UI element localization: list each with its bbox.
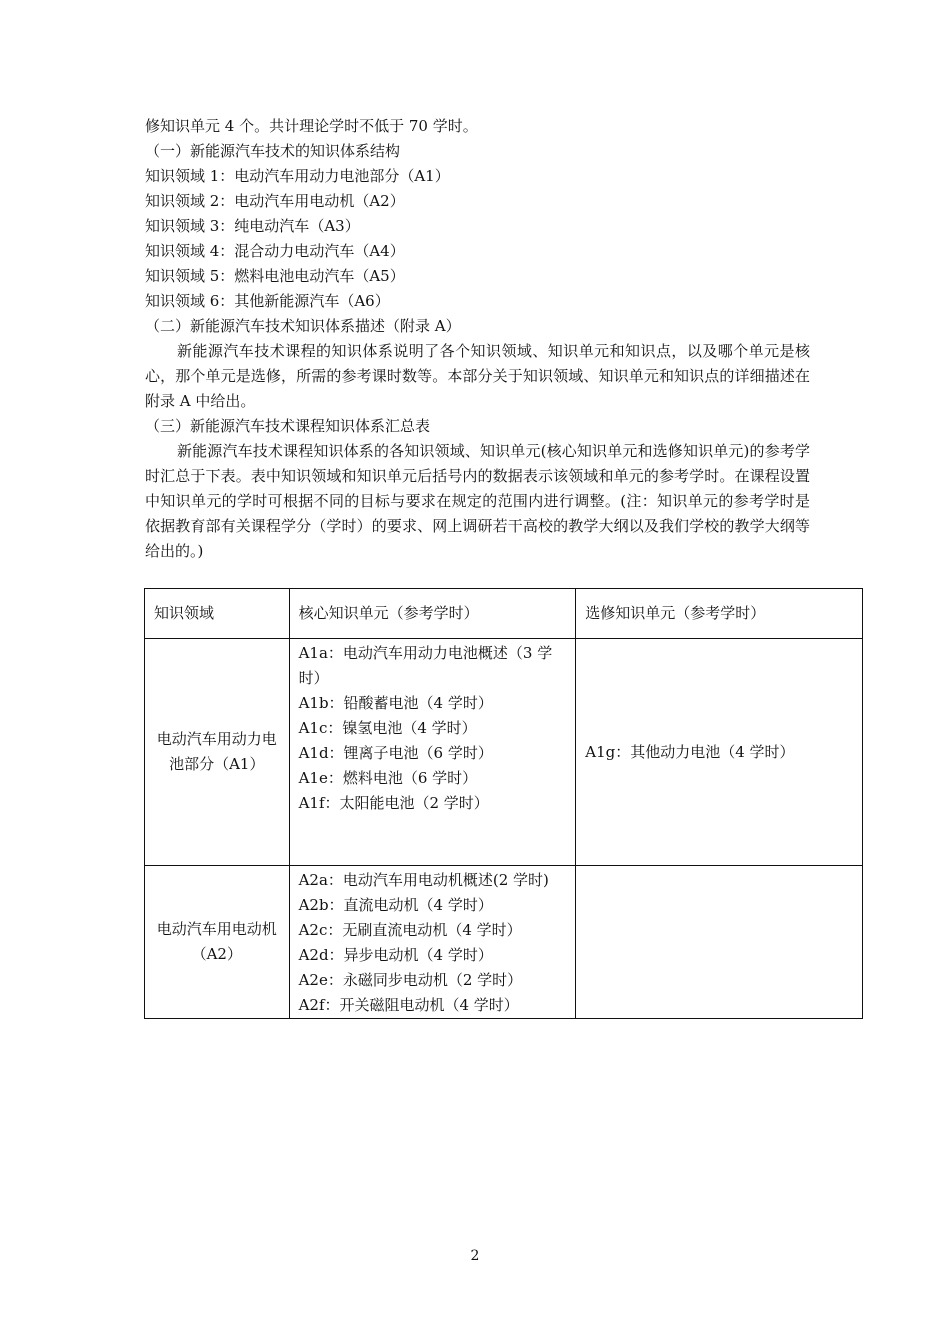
intro-line: 修知识单元 4 个。共计理论学时不低于 70 学时。: [145, 117, 478, 135]
domain-line: 知识领域 4：混合动力电动汽车（A4）: [145, 242, 405, 260]
section-heading: （一）新能源汽车技术的知识体系结构: [145, 142, 401, 160]
knowledge-summary-table: [144, 588, 863, 1019]
domain-line: 知识领域 6：其他新能源汽车（A6）: [145, 292, 390, 310]
core-unit: A2c：无刷直流电动机（4 学时）: [298, 921, 522, 939]
table-row: [145, 639, 863, 866]
section-heading: （二）新能源汽车技术知识体系描述（附录 A）: [145, 317, 461, 335]
core-unit: A1e：燃料电池（6 学时）: [298, 769, 478, 787]
summary-paragraph: [145, 439, 810, 564]
core-unit: A1a：电动汽车用动力电池概述（3 学时）: [298, 644, 553, 687]
core-unit: A2e：永磁同步电动机（2 学时）: [298, 971, 523, 989]
table-row: [145, 866, 863, 1019]
domain-cell: 电动汽车用动力电池部分（A1）: [145, 639, 290, 866]
header-elective: 选修知识单元（参考学时）: [576, 589, 863, 639]
core-unit: A2b：直流电动机（4 学时）: [298, 896, 493, 914]
core-unit: A1f：太阳能电池（2 学时）: [298, 794, 489, 812]
domain-cell: 电动汽车用电动机（A2）: [145, 866, 290, 1019]
core-unit: A1d：锂离子电池（6 学时）: [298, 744, 493, 762]
paragraph-text: 新能源汽车技术课程的知识体系说明了各个知识领域、知识单元和知识点，以及哪个单元是核心，那个单元是选修，所需的参考课时数等。本部分关于知识领域、知识单元和知识点的详细描述在附录 A 中给出。: [145, 342, 810, 410]
core-unit: A2d：异步电动机（4 学时）: [298, 946, 493, 964]
domain-line: 知识领域 2：电动汽车用电动机（A2）: [145, 192, 405, 210]
domain-line: 知识领域 1：电动汽车用动力电池部分（A1）: [145, 167, 450, 185]
paragraph-text: 新能源汽车技术课程知识体系的各知识领域、知识单元(核心知识单元和选修知识单元)的参考学时汇总于下表。表中知识领域和知识单元后括号内的数据表示该领域和单元的参考学时。在课程设置中知识单元的学时可根据不同的目标与要求在规定的范围内进行调整。(注：知识单元的参考学时是依据教育部有关课程学分（学时）的要求、网上调研若干高校的教学大纲以及我们学校的教学大纲等给出的。): [145, 442, 810, 560]
description-paragraph: [145, 339, 810, 414]
core-unit: A1b：铅酸蓄电池（4 学时）: [298, 694, 493, 712]
header-domain: 知识领域: [145, 589, 290, 639]
page-number: 2: [470, 1248, 480, 1264]
core-units-cell: [289, 866, 576, 1019]
core-unit: A2f：开关磁阻电动机（4 学时）: [298, 996, 519, 1014]
domain-line: 知识领域 3：纯电动汽车（A3）: [145, 217, 360, 235]
core-units-cell: [289, 639, 576, 866]
elective-units-cell: A1g：其他动力电池（4 学时）: [576, 639, 863, 866]
core-unit: A2a：电动汽车用电动机概述(2 学时): [298, 871, 549, 889]
core-unit: A1c：镍氢电池（4 学时）: [298, 719, 477, 737]
section-heading: （三）新能源汽车技术课程知识体系汇总表: [145, 417, 431, 435]
domain-line: 知识领域 5：燃料电池电动汽车（A5）: [145, 267, 405, 285]
elective-units-cell: [576, 866, 863, 1019]
table-header-row: [145, 589, 863, 639]
header-core: 核心知识单元（参考学时）: [289, 589, 576, 639]
